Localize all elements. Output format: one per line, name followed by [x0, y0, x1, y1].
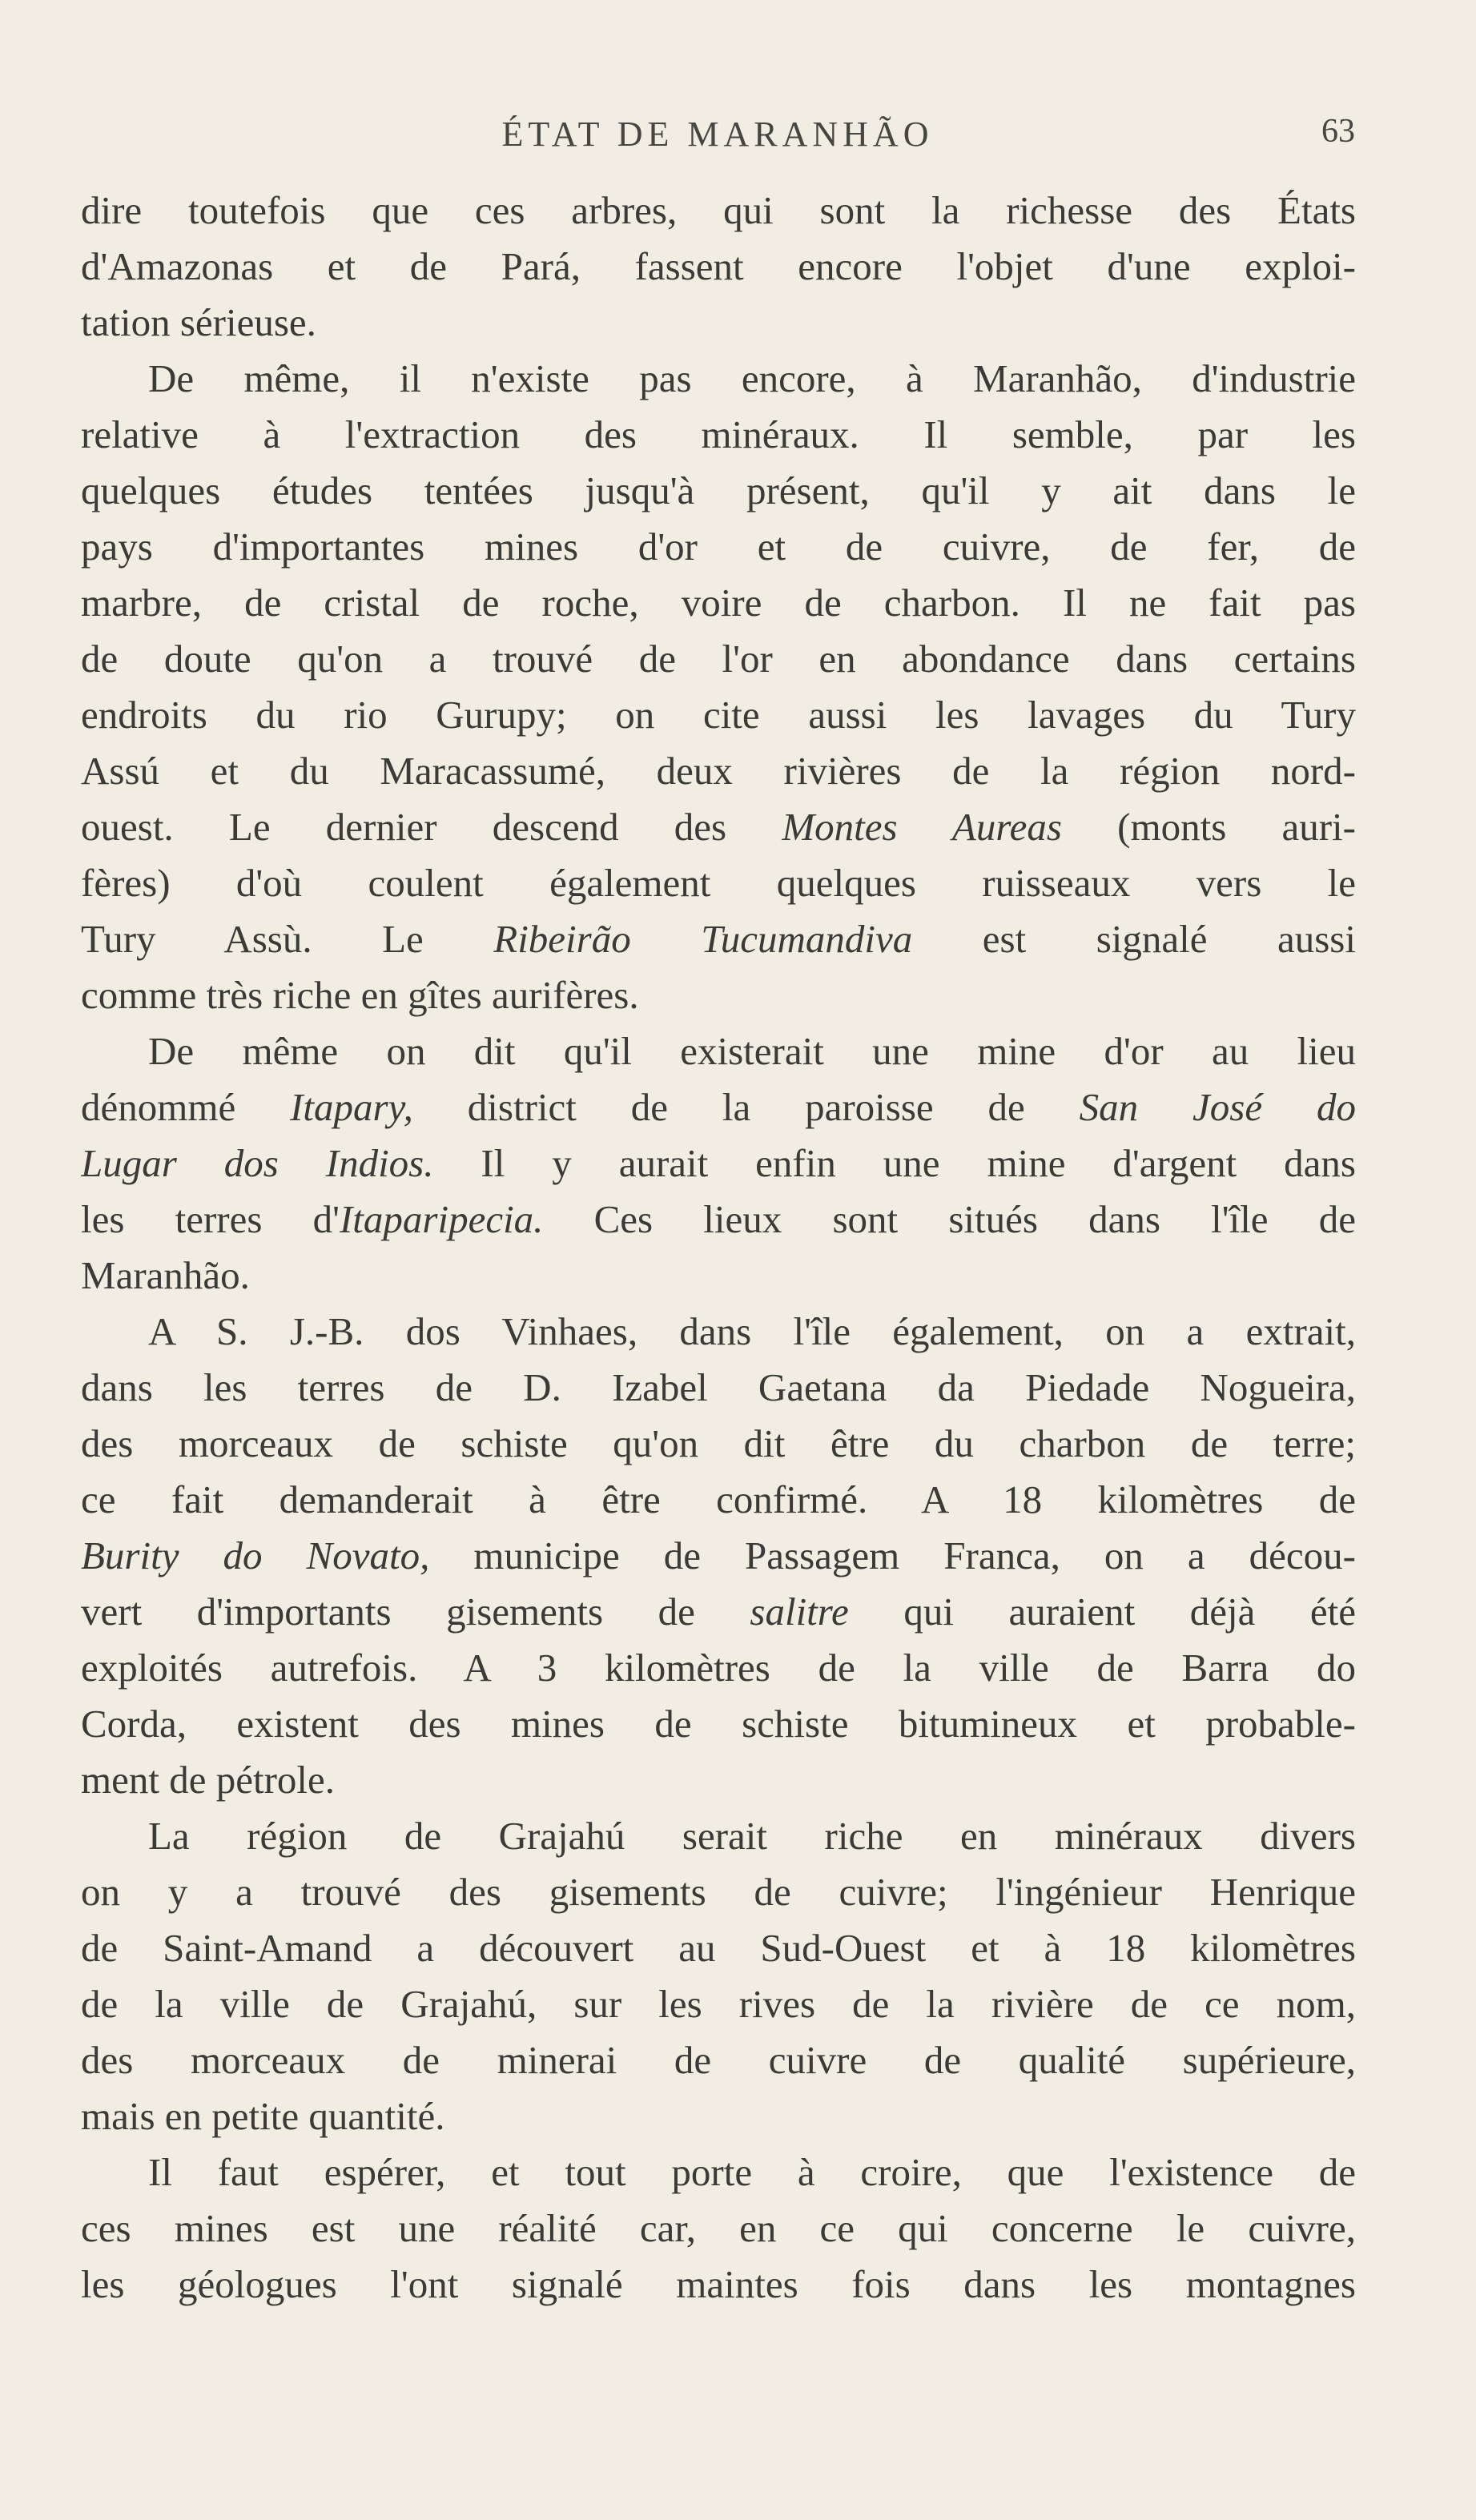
italic-run: Montes Aureas: [782, 805, 1062, 849]
text-run: Assú et du Maracassumé, deux rivières de la région nord-: [81, 749, 1356, 793]
italic-run: salitre: [750, 1590, 849, 1634]
paragraph: [81, 2144, 1356, 2313]
text-run: on y a trouvé des gisements de cuivre; l'ingénieur Henrique: [81, 1870, 1356, 1914]
text-line: [81, 1864, 1356, 1920]
text-run: des morceaux de minerai de cuivre de qualité supérieure,: [81, 2038, 1356, 2082]
text-run: district de la paroisse de: [412, 1085, 1080, 1129]
text-line: [81, 575, 1356, 631]
text-line: [81, 2032, 1356, 2088]
text-line: [81, 1416, 1356, 1472]
text-run: des morceaux de schiste qu'on dit être du charbon de terre;: [81, 1421, 1356, 1465]
text-run: marbre, de cristal de roche, voire de charbon. Il ne fait pas: [81, 581, 1356, 625]
italic-run: Itaparipecia.: [339, 1197, 544, 1241]
text-run: Corda, existent des mines de schiste bitumineux et probable-: [81, 1702, 1356, 1746]
text-line: [81, 183, 1356, 239]
text-line: [81, 1920, 1356, 1976]
paragraph: [81, 183, 1356, 351]
paragraph: [81, 1808, 1356, 2144]
text-run: ces mines est une réalité car, en ce qui concerne le cuivre,: [81, 2206, 1356, 2250]
text-run: de la ville de Grajahú, sur les rives de la rivière de ce nom,: [81, 1982, 1356, 2026]
text-run: ouest. Le dernier descend des: [81, 805, 782, 849]
italic-run: Ribeirão Tucumandiva: [493, 917, 913, 961]
text-line: [81, 1696, 1356, 1752]
text-run: dénommé: [81, 1085, 291, 1129]
text-line: [81, 1304, 1356, 1360]
text-run: est signalé aussi: [912, 917, 1356, 961]
text-run: les géologues l'ont signalé maintes fois dans les montagnes: [81, 2262, 1356, 2306]
text-run: De même on dit qu'il existerait une mine d'or au lieu: [148, 1029, 1356, 1073]
text-run: vert d'importants gisements de: [81, 1590, 750, 1634]
text-line: [81, 911, 1356, 967]
running-title: ÉTAT DE MARANHÃO: [501, 115, 934, 154]
text-line: [81, 855, 1356, 911]
running-head: [80, 114, 1355, 162]
text-line: [81, 2088, 1356, 2144]
text-line: [81, 2257, 1356, 2313]
text-run: La région de Grajahú serait riche en minéraux divers: [148, 1814, 1356, 1858]
text-line: [81, 743, 1356, 799]
text-run: d'Amazonas et de Pará, fassent encore l'objet d'une exploi-: [81, 244, 1356, 288]
text-line: [81, 799, 1356, 855]
text-run: ce fait demanderait à être confirmé. A 18 kilomètres de: [81, 1477, 1356, 1521]
text-run: Il faut espérer, et tout porte à croire, que l'existence de: [148, 2150, 1356, 2194]
text-run: municipe de Passagem Franca, on a décou-: [429, 1533, 1356, 1578]
text-line: [81, 351, 1356, 407]
text-line: [81, 1528, 1356, 1584]
text-line: [81, 687, 1356, 743]
text-line: [81, 1584, 1356, 1640]
text-run: Maranhão.: [81, 1253, 250, 1297]
text-line: [81, 2144, 1356, 2200]
text-run: comme très riche en gîtes aurifères.: [81, 973, 639, 1017]
text-line: [81, 1248, 1356, 1304]
text-run: exploités autrefois. A 3 kilomètres de la ville de Barra do: [81, 1646, 1356, 1690]
text-line: [81, 407, 1356, 463]
text-run: mais en petite quantité.: [81, 2094, 445, 2138]
text-run: ment de pétrole.: [81, 1758, 336, 1802]
page-number: 63: [1321, 113, 1355, 150]
text-line: [81, 239, 1356, 295]
text-run: endroits du rio Gurupy; on cite aussi les lavages du Tury: [81, 693, 1356, 737]
text-run: de Saint-Amand a découvert au Sud-Ouest et à 18 kilomètres: [81, 1926, 1356, 1970]
text-run: (monts auri-: [1061, 805, 1356, 849]
paragraph: [81, 1023, 1356, 1304]
text-run: de doute qu'on a trouvé de l'or en abondance dans certains: [81, 637, 1356, 681]
text-line: [81, 1808, 1356, 1864]
italic-run: Burity do Novato,: [81, 1533, 430, 1578]
text-line: [81, 1472, 1356, 1528]
italic-run: San José do: [1079, 1085, 1356, 1129]
text-run: A S. J.-B. dos Vinhaes, dans l'île également, on a extrait,: [148, 1309, 1356, 1353]
text-run: pays d'importantes mines d'or et de cuivre, de fer, de: [81, 524, 1356, 569]
text-line: [81, 1360, 1356, 1416]
italic-run: Itapary,: [290, 1085, 413, 1129]
text-line: [81, 1640, 1356, 1696]
text-run: qui auraient déjà été: [848, 1590, 1356, 1634]
text-run: De même, il n'existe pas encore, à Maranhão, d'industrie: [148, 356, 1356, 400]
text-line: [81, 967, 1356, 1023]
text-run: Il y aurait enfin une mine d'argent dans: [433, 1141, 1356, 1185]
text-line: [81, 519, 1356, 575]
text-line: [81, 1192, 1356, 1248]
text-run: les terres d': [81, 1197, 340, 1241]
text-line: [81, 463, 1356, 519]
italic-run: Lugar dos Indios.: [81, 1141, 434, 1185]
text-run: dire toutefois que ces arbres, qui sont la richesse des États: [81, 188, 1356, 232]
body-text: [81, 183, 1356, 2313]
text-line: [81, 1135, 1356, 1192]
text-run: tation sérieuse.: [81, 300, 316, 344]
text-run: fères) d'où coulent également quelques ruisseaux vers le: [81, 861, 1356, 905]
text-line: [81, 631, 1356, 687]
text-run: relative à l'extraction des minéraux. Il semble, par les: [81, 412, 1356, 456]
text-line: [81, 295, 1356, 351]
text-line: [81, 1976, 1356, 2032]
text-run: Tury Assù. Le: [81, 917, 494, 961]
text-line: [81, 2200, 1356, 2257]
text-run: dans les terres de D. Izabel Gaetana da Piedade Nogueira,: [81, 1365, 1356, 1409]
text-line: [81, 1752, 1356, 1808]
text-line: [81, 1079, 1356, 1135]
paragraph: [81, 1304, 1356, 1808]
paragraph: [81, 351, 1356, 1023]
text-line: [81, 1023, 1356, 1079]
text-run: Ces lieux sont situés dans l'île de: [543, 1197, 1356, 1241]
text-run: quelques études tentées jusqu'à présent, qu'il y ait dans le: [81, 468, 1356, 512]
